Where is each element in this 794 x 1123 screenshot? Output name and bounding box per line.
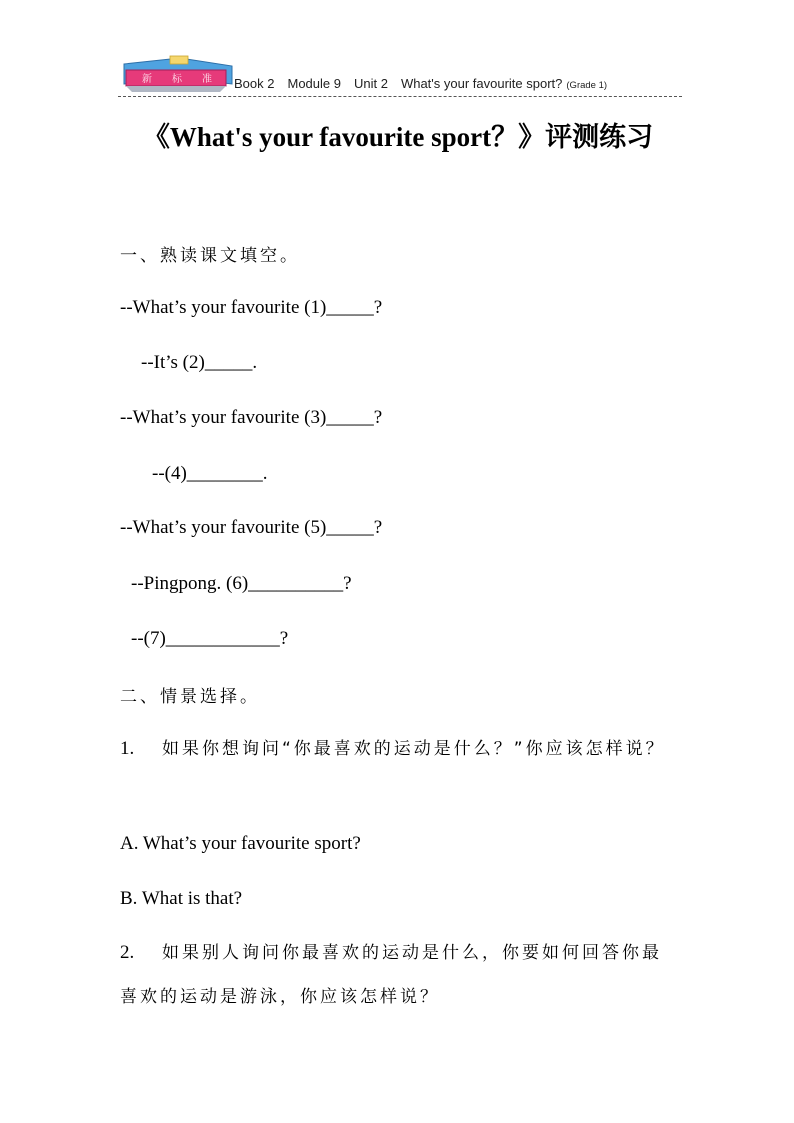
section-2-heading: 二、情景选择。 xyxy=(120,687,260,707)
fill-line-3: --What’s your favourite (3)_____? xyxy=(120,407,383,428)
option-a: A. What’s your favourite sport? xyxy=(120,833,361,854)
question-1 xyxy=(120,727,668,771)
question-2-text: 如果别人询问你最喜欢的运动是什么，你要如何回答你最喜欢的运动是游泳，你应该怎样说？ xyxy=(120,943,662,1007)
logo-char-2: 标 xyxy=(172,74,182,85)
header-lesson: What's your favourite sport? xyxy=(400,76,563,91)
page-header xyxy=(118,54,682,98)
header-module: Module 9 xyxy=(287,76,341,91)
fill-line-5: --What’s your favourite (5)_____? xyxy=(120,517,383,538)
logo-char-1: 新 xyxy=(142,74,152,85)
section-1-heading: 一、熟读课文填空。 xyxy=(120,246,300,266)
question-2-number: 2. xyxy=(120,942,135,963)
fill-line-2: --It’s (2)_____. xyxy=(141,352,258,373)
header-book: Book 2 xyxy=(234,76,275,91)
option-b: B. What is that? xyxy=(120,888,243,909)
logo-char-3: 准 xyxy=(202,74,212,85)
question-1-text: 如果你想询问“你最喜欢的运动是什么？”你应该怎样说？ xyxy=(162,739,666,759)
book-logo-icon xyxy=(120,54,234,96)
fill-line-4: --(4)________. xyxy=(152,463,268,484)
header-grade: (Grade 1) xyxy=(566,80,608,91)
header-unit: Unit 2 xyxy=(353,76,388,91)
header-info xyxy=(234,76,607,91)
page-title: 《What's your favourite sport？》评测练习 xyxy=(142,122,654,152)
fill-line-1: --What’s your favourite (1)_____? xyxy=(120,297,383,318)
fill-line-7: --(7)____________? xyxy=(131,628,289,649)
question-2 xyxy=(120,931,668,1019)
header-divider xyxy=(118,96,682,97)
question-1-number: 1. xyxy=(120,738,135,759)
fill-line-6: --Pingpong. (6)__________? xyxy=(131,573,352,594)
